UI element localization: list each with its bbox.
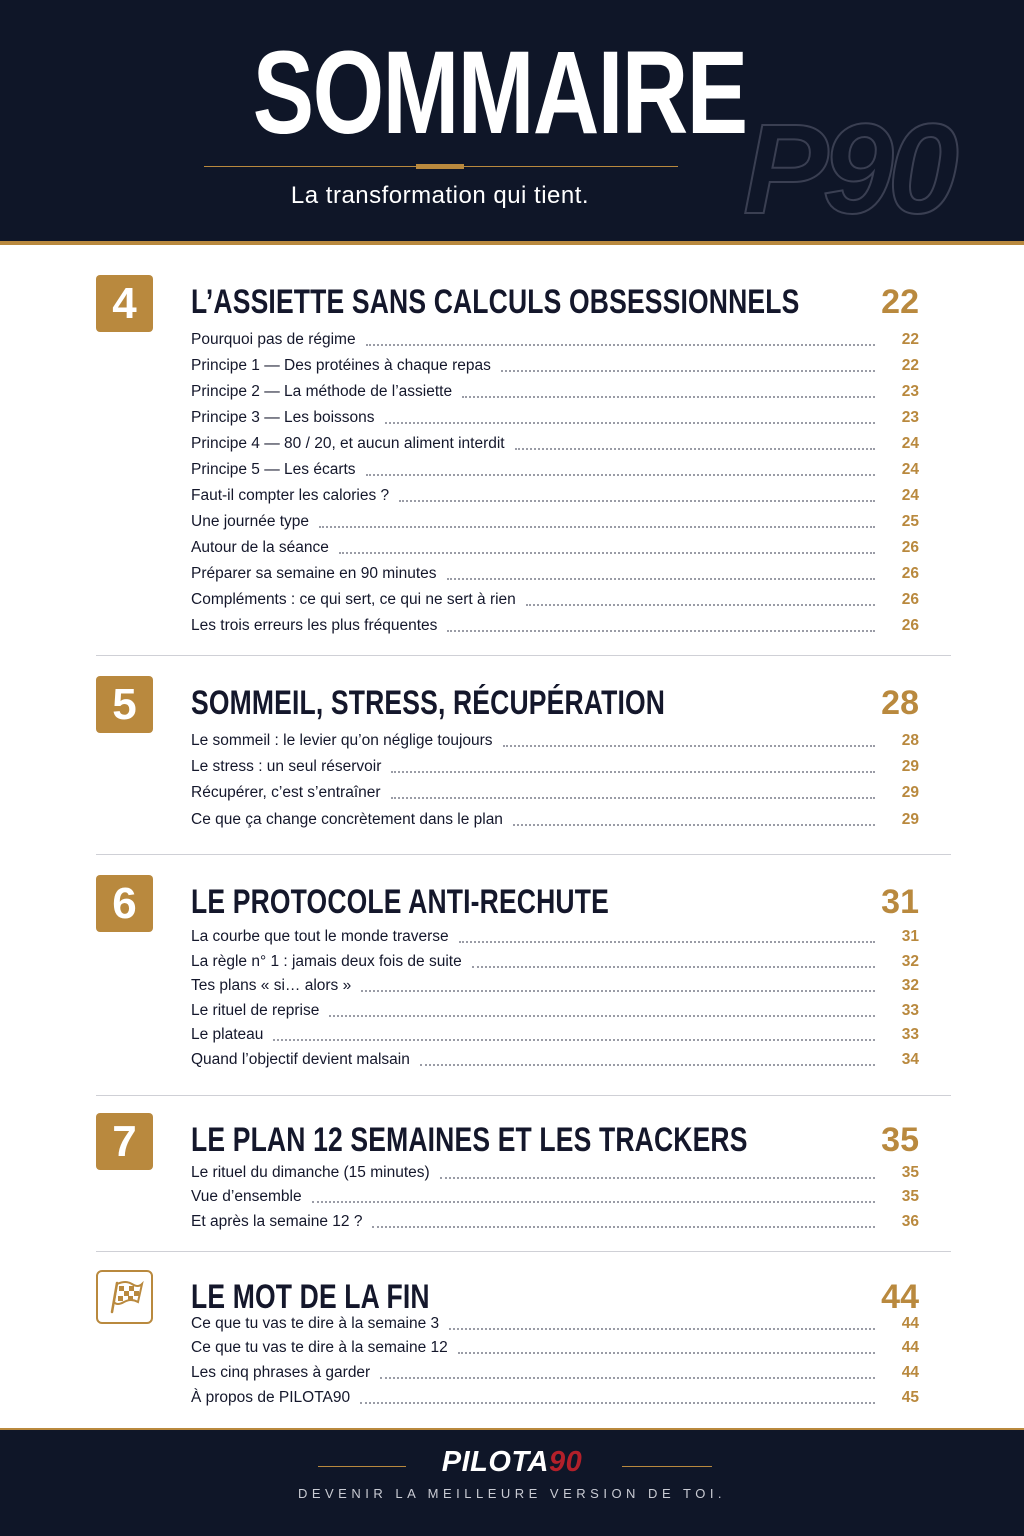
entry-label: Le rituel du dimanche (15 minutes) xyxy=(191,1164,430,1181)
dot-leader xyxy=(391,797,875,799)
toc-entry[interactable] xyxy=(191,1046,919,1071)
entry-page-number: 28 xyxy=(901,732,919,749)
dot-leader xyxy=(360,1402,875,1404)
entry-label: Principe 5 — Les écarts xyxy=(191,461,356,478)
footer-tagline: DEVENIR LA MEILLEURE VERSION DE TOI. xyxy=(297,1486,727,1501)
entry-page-number: 35 xyxy=(901,1188,919,1205)
toc-entry[interactable] xyxy=(191,804,919,831)
entry-label: Ce que ça change concrètement dans le plan xyxy=(191,811,503,828)
dot-leader xyxy=(273,1039,875,1041)
section-entries xyxy=(191,925,919,1071)
dot-leader xyxy=(440,1177,875,1179)
toc-entry[interactable] xyxy=(191,1359,919,1384)
toc-entry[interactable] xyxy=(191,1335,919,1359)
entry-label: Ce que tu vas te dire à la semaine 12 xyxy=(191,1339,448,1356)
entry-page-number: 35 xyxy=(901,1164,919,1181)
section-number-badge: 7 xyxy=(96,1113,153,1170)
checkered-flag-icon xyxy=(98,1272,151,1322)
dot-leader xyxy=(526,604,875,606)
entry-page-number: 32 xyxy=(901,953,919,970)
toc-entry[interactable] xyxy=(191,327,919,351)
toc-entry[interactable] xyxy=(191,973,919,997)
entry-page-number: 29 xyxy=(901,784,919,801)
entry-page-number: 36 xyxy=(901,1213,919,1230)
section-page-number: 44 xyxy=(881,1278,919,1316)
entry-page-number: 26 xyxy=(901,539,919,556)
dot-leader xyxy=(366,344,875,346)
dot-leader xyxy=(420,1064,875,1066)
page-title: SOMMAIRE xyxy=(252,27,747,159)
entry-page-number: 33 xyxy=(901,1002,919,1019)
title-underline-accent xyxy=(416,164,464,169)
section-page-number: 22 xyxy=(881,283,919,321)
entry-page-number: 29 xyxy=(901,758,919,775)
dot-leader xyxy=(391,771,875,773)
dot-leader xyxy=(503,745,875,747)
dot-leader xyxy=(472,966,875,968)
toc-entry[interactable] xyxy=(191,728,919,752)
entry-label: À propos de PILOTA90 xyxy=(191,1389,351,1406)
dot-leader xyxy=(501,370,875,372)
entry-page-number: 34 xyxy=(901,1051,919,1068)
entry-page-number: 44 xyxy=(901,1339,919,1356)
entry-page-number: 24 xyxy=(901,487,919,504)
entry-label: Une journée type xyxy=(191,513,310,530)
section-title[interactable]: LE PLAN 12 SEMAINES ET LES TRACKERS xyxy=(191,1121,748,1159)
toc-entry[interactable] xyxy=(191,585,919,611)
dot-leader xyxy=(515,448,875,450)
entry-label: Principe 1 — Des protéines à chaque repas xyxy=(191,357,491,374)
section-title[interactable]: SOMMEIL, STRESS, RÉCUPÉRATION xyxy=(191,684,666,722)
toc-entry[interactable] xyxy=(191,925,919,948)
dot-leader xyxy=(447,578,875,580)
entry-label: Le sommeil : le levier qu’on néglige toujours xyxy=(191,732,493,749)
entry-page-number: 44 xyxy=(901,1315,919,1332)
toc-entry[interactable] xyxy=(191,481,919,507)
p90-logo-text: P90 xyxy=(743,105,953,225)
entry-page-number: 24 xyxy=(901,461,919,478)
entry-page-number: 22 xyxy=(901,331,919,348)
entry-label: Récupérer, c’est s’entraîner xyxy=(191,784,381,801)
dot-leader xyxy=(385,422,875,424)
toc-entry[interactable] xyxy=(191,429,919,455)
dot-leader xyxy=(361,990,875,992)
entry-label: Les cinq phrases à garder xyxy=(191,1364,371,1381)
entry-label: Principe 4 — 80 / 20, et aucun aliment interdit xyxy=(191,435,505,452)
entry-page-number: 25 xyxy=(901,513,919,530)
section-entries xyxy=(191,1161,919,1233)
section-divider xyxy=(96,1095,951,1096)
entry-label: Préparer sa semaine en 90 minutes xyxy=(191,565,437,582)
dot-leader xyxy=(447,630,875,632)
entry-label: Tes plans « si… alors » xyxy=(191,977,352,994)
section-page-number: 31 xyxy=(881,883,919,921)
page-subtitle: La transformation qui tient. xyxy=(290,182,590,209)
section-divider xyxy=(96,655,951,656)
section-divider xyxy=(96,1251,951,1252)
entry-page-number: 29 xyxy=(901,811,919,828)
toc-entry[interactable] xyxy=(191,611,919,637)
entry-page-number: 26 xyxy=(901,565,919,582)
brand-name: PILOTA xyxy=(441,1446,549,1478)
toc-entry[interactable] xyxy=(191,1208,919,1233)
toc-entry[interactable] xyxy=(191,377,919,403)
entry-label: Le rituel de reprise xyxy=(191,1002,320,1019)
toc-entry[interactable] xyxy=(191,403,919,429)
section-number-badge: 5 xyxy=(96,676,153,733)
entry-label: Les trois erreurs les plus fréquentes xyxy=(191,617,438,634)
dot-leader xyxy=(513,824,875,826)
entry-page-number: 23 xyxy=(901,383,919,400)
entry-label: Vue d’ensemble xyxy=(191,1188,302,1205)
dot-leader xyxy=(462,396,875,398)
dot-leader xyxy=(339,552,875,554)
dot-leader xyxy=(458,1352,875,1354)
dot-leader xyxy=(459,941,875,943)
toc-entry[interactable] xyxy=(191,559,919,585)
toc-entry[interactable] xyxy=(191,351,919,377)
entry-label: Principe 2 — La méthode de l’assiette xyxy=(191,383,453,400)
section-title[interactable]: LE MOT DE LA FIN xyxy=(191,1278,430,1316)
toc-entry[interactable] xyxy=(191,1184,919,1208)
dot-leader xyxy=(372,1226,875,1228)
p90-logo xyxy=(735,105,1010,225)
entry-label: Le plateau xyxy=(191,1026,264,1043)
section-title[interactable]: LE PROTOCOLE ANTI-RECHUTE xyxy=(191,883,609,921)
entry-page-number: 33 xyxy=(901,1026,919,1043)
toc-entry[interactable] xyxy=(191,1312,919,1335)
section-entries xyxy=(191,728,919,831)
entry-label: Faut-il compter les calories ? xyxy=(191,487,390,504)
toc-entry[interactable] xyxy=(191,533,919,559)
entry-label: Pourquoi pas de régime xyxy=(191,331,356,348)
section-page-number: 28 xyxy=(881,684,919,722)
toc-entry[interactable] xyxy=(191,778,919,804)
dot-leader xyxy=(449,1328,875,1330)
entry-label: Autour de la séance xyxy=(191,539,329,556)
dot-leader xyxy=(366,474,875,476)
entry-label: Le stress : un seul réservoir xyxy=(191,758,382,775)
dot-leader xyxy=(380,1377,875,1379)
entry-label: Ce que tu vas te dire à la semaine 3 xyxy=(191,1315,440,1332)
dot-leader xyxy=(312,1201,875,1203)
footer-line-right xyxy=(622,1466,712,1467)
entry-label: Principe 3 — Les boissons xyxy=(191,409,375,426)
entry-label: La courbe que tout le monde traverse xyxy=(191,928,449,945)
entry-page-number: 26 xyxy=(901,591,919,608)
section-icon-badge xyxy=(96,1270,153,1324)
entry-label: Et après la semaine 12 ? xyxy=(191,1213,363,1230)
entry-label: Quand l’objectif devient malsain xyxy=(191,1051,410,1068)
section-entries xyxy=(191,1312,919,1409)
dot-leader xyxy=(319,526,875,528)
toc-entry[interactable] xyxy=(191,1022,919,1046)
entry-page-number: 26 xyxy=(901,617,919,634)
entry-page-number: 22 xyxy=(901,357,919,374)
section-number-badge: 4 xyxy=(96,275,153,332)
section-divider xyxy=(96,854,951,855)
toc-entry[interactable] xyxy=(191,1384,919,1409)
dot-leader xyxy=(399,500,875,502)
toc-entry[interactable] xyxy=(191,752,919,778)
toc-entry[interactable] xyxy=(191,948,919,973)
brand-number: 90 xyxy=(548,1446,583,1478)
section-page-number: 35 xyxy=(881,1121,919,1159)
entry-page-number: 31 xyxy=(901,928,919,945)
toc-entry[interactable] xyxy=(191,1161,919,1184)
entry-page-number: 23 xyxy=(901,409,919,426)
footer-brand-logo xyxy=(400,1444,624,1480)
toc-entry[interactable] xyxy=(191,507,919,533)
entry-label: Compléments : ce qui sert, ce qui ne sert à rien xyxy=(191,591,516,608)
footer-line-left xyxy=(318,1466,406,1467)
entry-page-number: 45 xyxy=(901,1389,919,1406)
section-title[interactable]: L’ASSIETTE SANS CALCULS OBSESSIONNELS xyxy=(191,283,800,321)
section-entries xyxy=(191,327,919,637)
entry-page-number: 32 xyxy=(901,977,919,994)
entry-page-number: 24 xyxy=(901,435,919,452)
toc-entry[interactable] xyxy=(191,997,919,1022)
section-number-badge: 6 xyxy=(96,875,153,932)
dot-leader xyxy=(329,1015,875,1017)
header-gold-rule xyxy=(0,241,1024,245)
toc-entry[interactable] xyxy=(191,455,919,481)
entry-label: La règle n° 1 : jamais deux fois de suite xyxy=(191,953,462,970)
entry-page-number: 44 xyxy=(901,1364,919,1381)
